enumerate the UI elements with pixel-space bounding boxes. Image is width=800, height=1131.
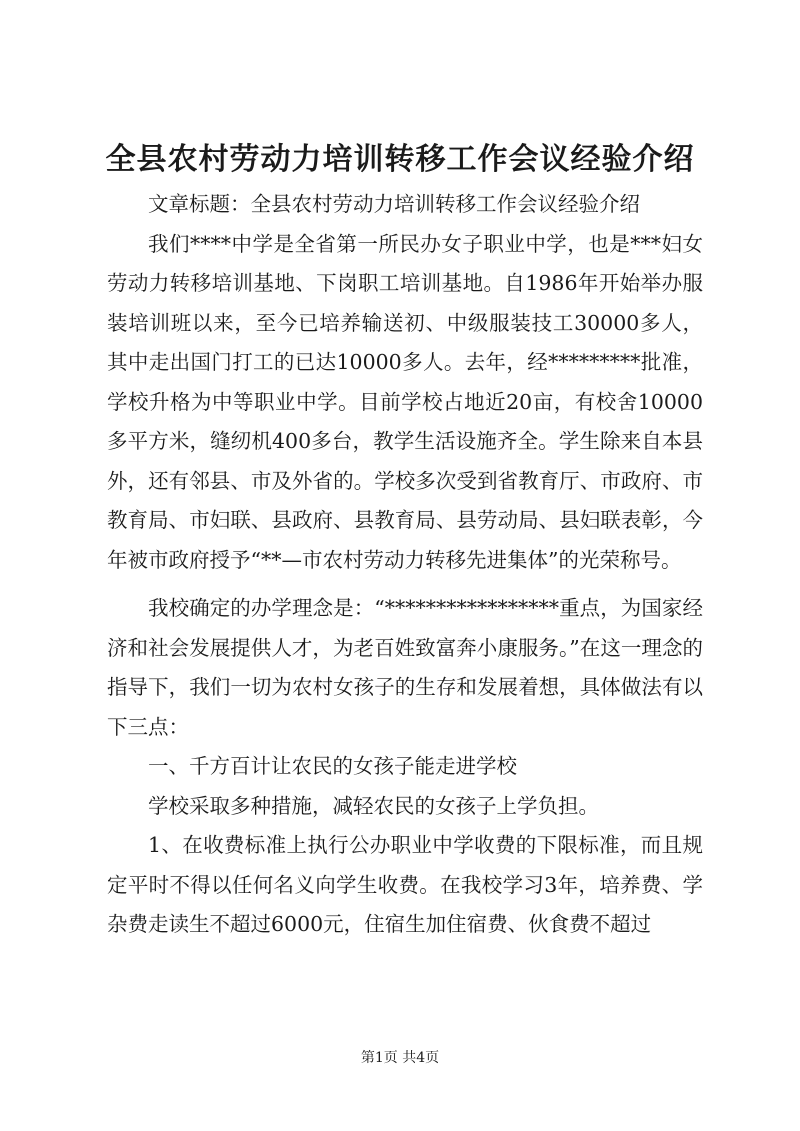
section-heading-1: 一、千方百计让农民的女孩子能走进学校 xyxy=(148,754,517,778)
paragraph-item-1: 1、在收费标准上执行公办职业中学收费的下限标准，而且规定平时不得以任何名义向学生收费。在我校学习3年，培养费、学杂费走读生不超过6000元，住宿生加住宿费、伙食费不超过 xyxy=(107,833,703,936)
document-body xyxy=(107,185,703,945)
paragraph-philosophy: 我校确定的办学理念是：“*****************重点，为国家经济和社会发展提供人才，为老百姓致富奔小康服务。”在这一理念的指导下，我们一切为农村女孩子的生存和发展着想，具体做法有以下三点： xyxy=(107,596,703,739)
document-title: 全县农村劳动力培训转移工作会议经验介绍 xyxy=(105,142,695,177)
paragraph-measures: 学校采取多种措施，减轻农民的女孩子上学负担。 xyxy=(148,793,599,818)
article-title-line: 文章标题：全县农村劳动力培训转移工作会议经验介绍 xyxy=(148,192,640,216)
paragraph-intro: 我们****中学是全省第一所民办女子职业中学，也是***妇女劳动力转移培训基地、下岗职工培训基地。自1986年开始举办服装培训班以来，至今已培养输送初、中级服装技工30000多人，其中走出国门打工的已达10000多人。去年，经*********批准，学校升格为中等职业中学。目前学校占地近20亩，有校舍10000多平方米，缝纫机400多台，教学生活设施齐全。学生除来自本县外，还有邻县、市及外省的。学校多次受到省教育厅、市政府、市教育局、市妇联、县政府、县教育局、县劳动局、县妇联表彰，今年被市政府授予“**—市农村劳动力转移先进集体”的光荣称号。 xyxy=(107,231,703,572)
page-number-footer: 第1页 共4页 xyxy=(360,1050,440,1066)
